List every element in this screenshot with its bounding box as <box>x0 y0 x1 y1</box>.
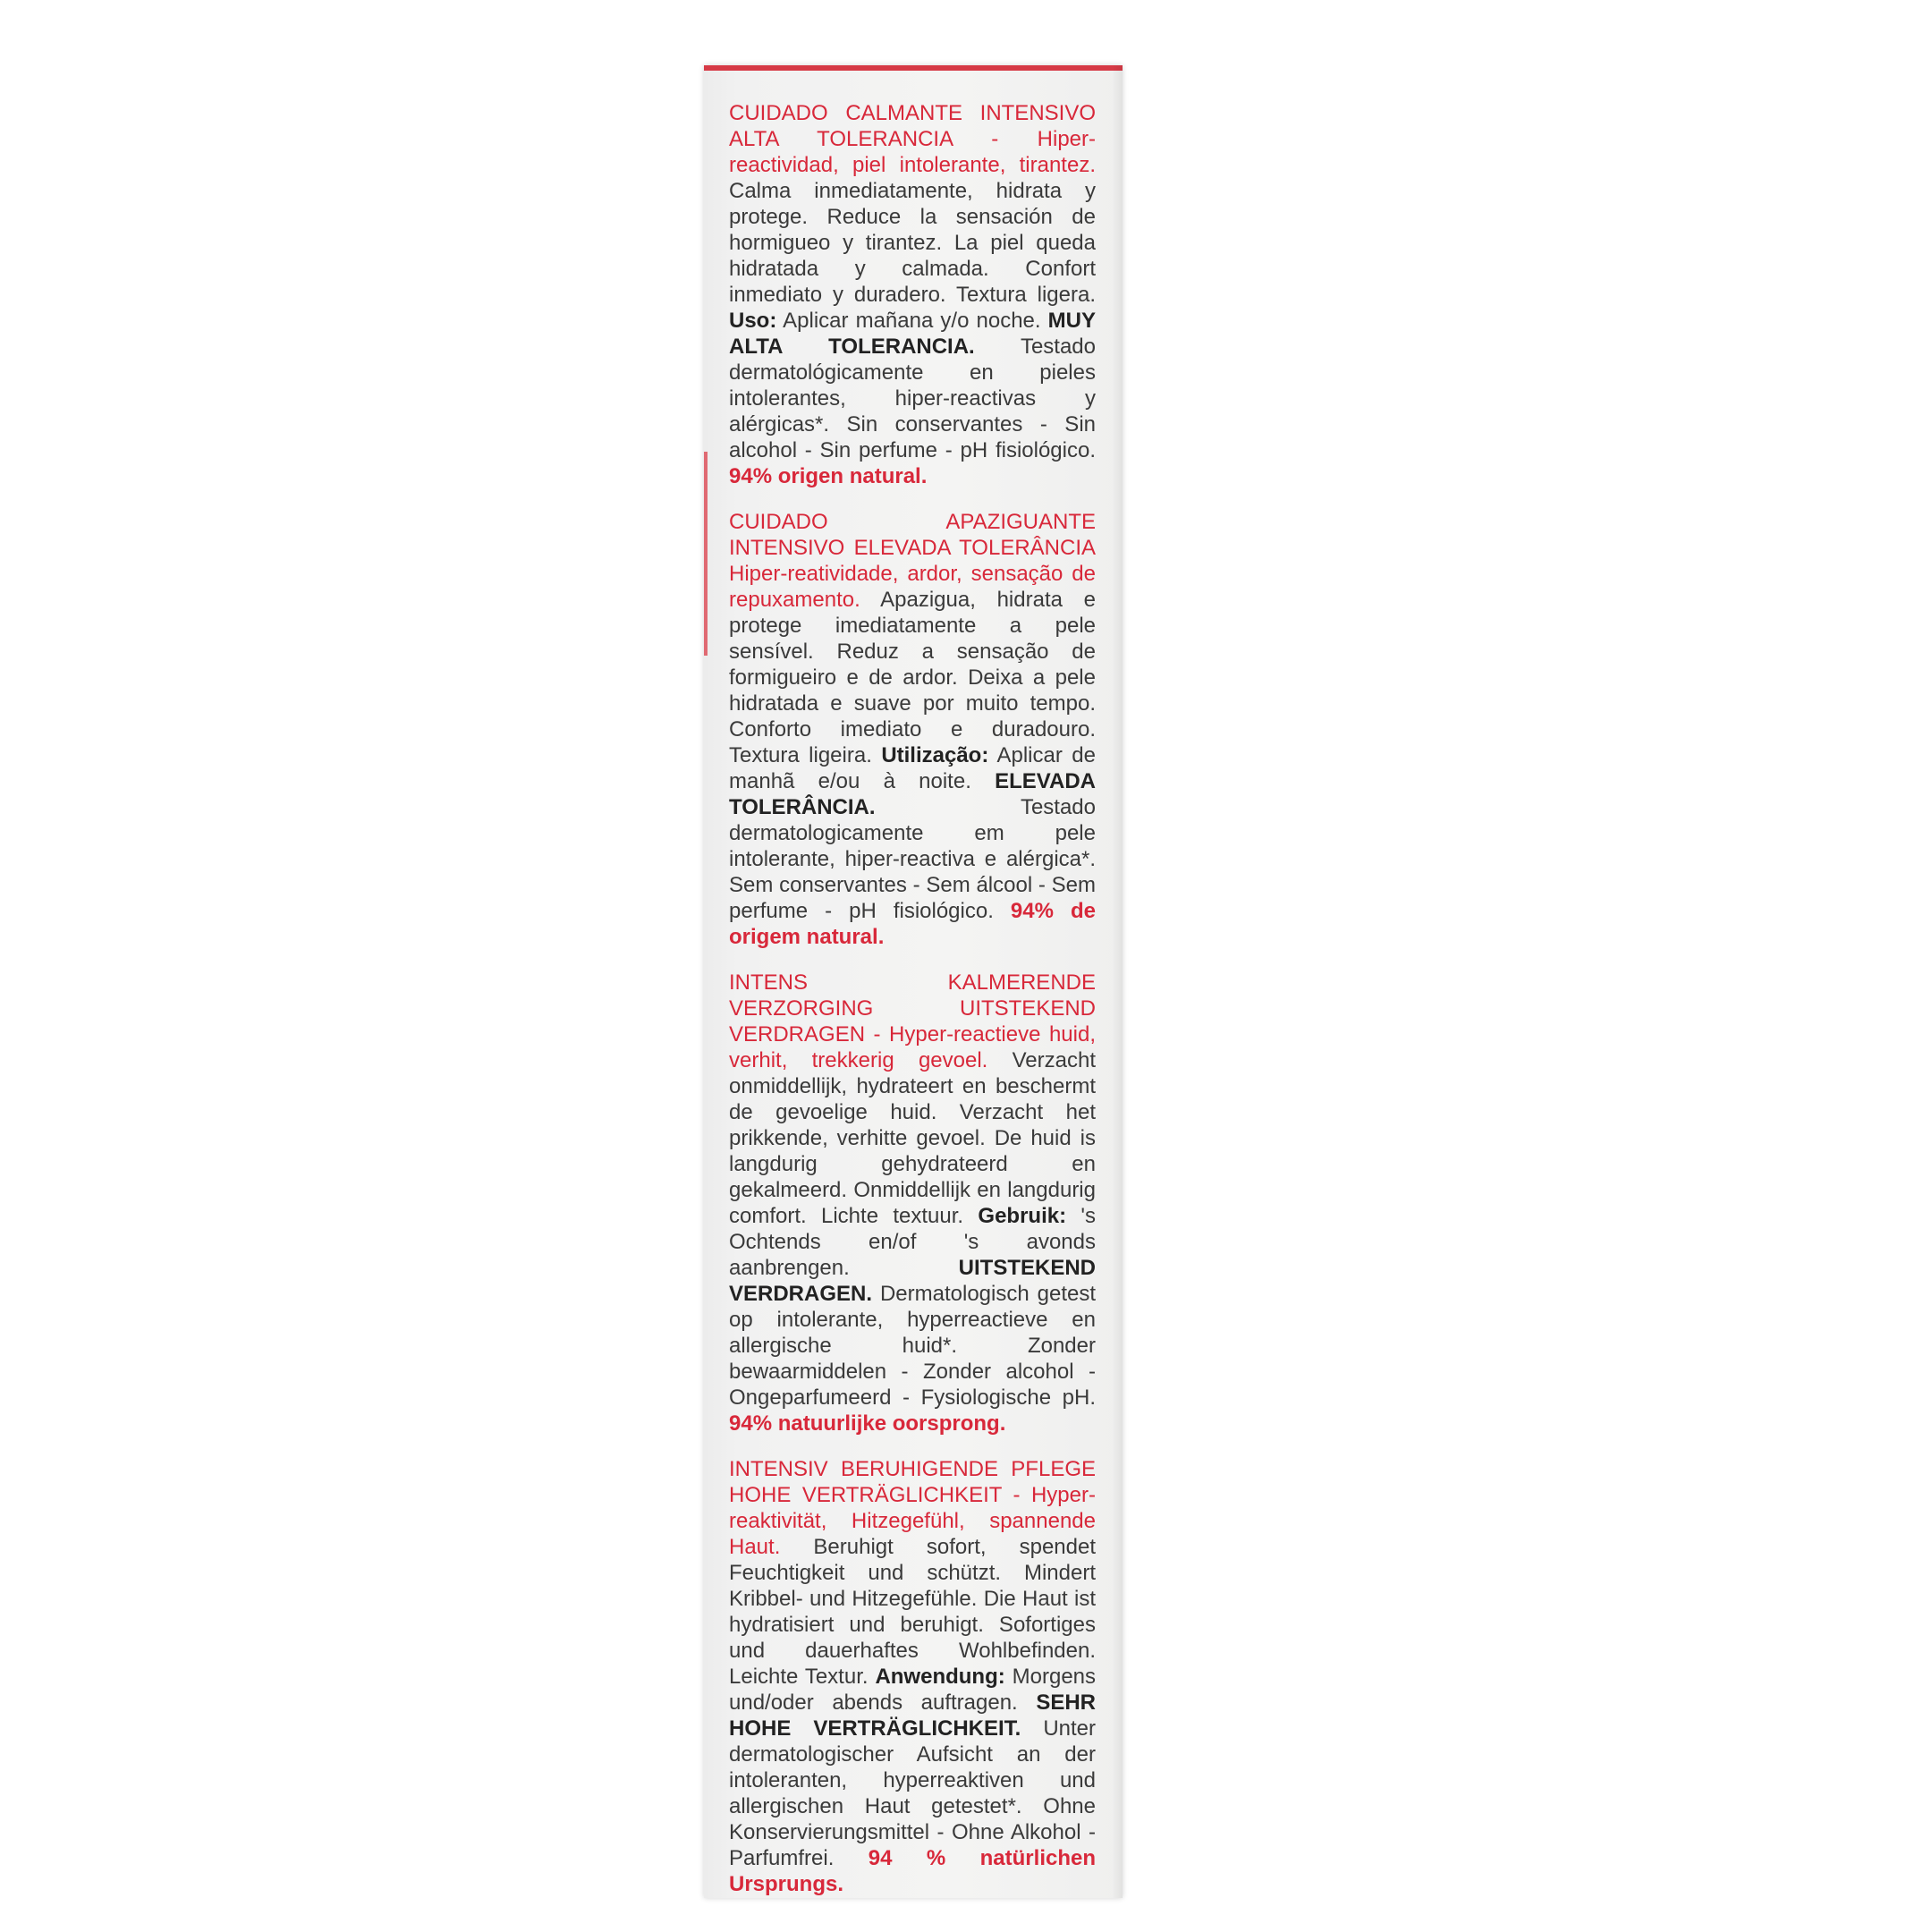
natural-origin: 94% natuurlijke oorsprong. <box>729 1411 1006 1436</box>
section-body: Beruhigt sofort, spendet Feuchtigkeit und schützt. Mindert Kribbel- und Hitzegefühle. Die Haut ist hydratisiert und beruhigt. Sofortiges und dauerhaftes Wohlbefinden. Leichte Textur. <box>729 1535 1096 1689</box>
use-text: 's Ochtends en/of 's avonds aanbrengen. <box>729 1204 1097 1280</box>
section-body: Verzacht onmiddellijk, hydrateert en beschermt de gevoelige huid. Verzacht het prikkende, verhitte gevoel. De huid is langdurig gehydrateerd en gekalmeerd. Onmiddellijk en langdurig comfort. Lichte textuur. <box>729 1048 1096 1228</box>
tolerance-label: MUY ALTA TOLERANCIA. <box>729 309 1097 359</box>
use-label: Uso: <box>729 309 777 333</box>
section-portuguese <box>729 509 1096 950</box>
use-text: Aplicar mañana y/o noche. <box>783 309 1041 333</box>
use-text: Morgens und/oder abends auftragen. <box>729 1665 1097 1715</box>
tolerance-text: Testado dermatologicamente em pele intolerante, hiper-reactiva e alérgica*. Sem conservantes - Sem álcool - Sem perfume - pH fisiológico. <box>729 795 1096 923</box>
box-top-red-edge <box>704 65 1123 71</box>
section-heading: INTENS KALMERENDE VERZORGING UITSTEKEND VERDRAGEN - Hyper-reactieve huid, verhit, trekkerig gevoel. <box>729 970 1096 1072</box>
section-body: Calma inmediatamente, hidrata y protege. Reduce la sensación de hormigueo y tirantez. La piel queda hidratada y calmada. Confort inmediato y duradero. Textura ligera. <box>729 179 1096 307</box>
tolerance-text: Testado dermatológicamente en pieles intolerantes, hiper-reactivas y alérgicas*. Sin conservantes - Sin alcohol - Sin perfume - pH fisiológico. <box>729 335 1096 462</box>
product-description-text <box>729 100 1096 1917</box>
tolerance-text: Dermatologisch getest op intolerante, hyperreactieve en allergische huid*. Zonder bewaarmiddelen - Zonder alcohol - Ongeparfumeerd - Fysiologische pH. <box>729 1282 1097 1410</box>
section-heading: INTENSIV BERUHIGENDE PFLEGE HOHE VERTRÄGLICHKEIT - Hyper-reaktivität, Hitzegefühl, spannende Haut. <box>729 1457 1096 1559</box>
section-body: Apazigua, hidrata e protege imediatamente a pele sensível. Reduz a sensação de formigueiro e de ardor. Deixa a pele hidratada e suave por muito tempo. Conforto imediato e duradouro. Textura ligeira. <box>729 588 1097 767</box>
section-spanish <box>729 100 1096 489</box>
natural-origin: 94% origen natural. <box>729 464 928 488</box>
tolerance-label: SEHR HOHE VERTRÄGLICHKEIT. <box>729 1690 1097 1741</box>
section-dutch <box>729 970 1096 1436</box>
natural-origin: 94 % natürlichen Ursprungs. <box>729 1846 1096 1896</box>
tolerance-label: ELEVADA TOLERÂNCIA. <box>729 769 1096 819</box>
tolerance-label: UITSTEKEND VERDRAGEN. <box>729 1256 1096 1306</box>
natural-origin: 94% de origem natural. <box>729 899 1096 949</box>
section-heading: CUIDADO CALMANTE INTENSIVO ALTA TOLERANCIA - Hiper-reactividad, piel intolerante, tirantez. <box>729 101 1096 177</box>
section-german <box>729 1456 1096 1897</box>
use-text: Aplicar de manhã e/ou à noite. <box>729 743 1096 793</box>
box-left-red-mark <box>704 452 708 656</box>
use-label: Anwendung: <box>875 1665 1005 1689</box>
section-heading: CUIDADO APAZIGUANTE INTENSIVO ELEVADA TOLERÂNCIA Hiper-reatividade, ardor, sensação de repuxamento. <box>729 510 1096 612</box>
box-right-shade <box>1112 65 1123 1898</box>
use-label: Gebruik: <box>978 1204 1067 1228</box>
tolerance-text: Unter dermatologischer Aufsicht an der intoleranten, hyperreaktiven und allergischen Haut getestet*. Ohne Konservierungsmittel - Ohne Alkohol - Parfumfrei. <box>729 1716 1096 1870</box>
use-label: Utilização: <box>881 743 989 767</box>
